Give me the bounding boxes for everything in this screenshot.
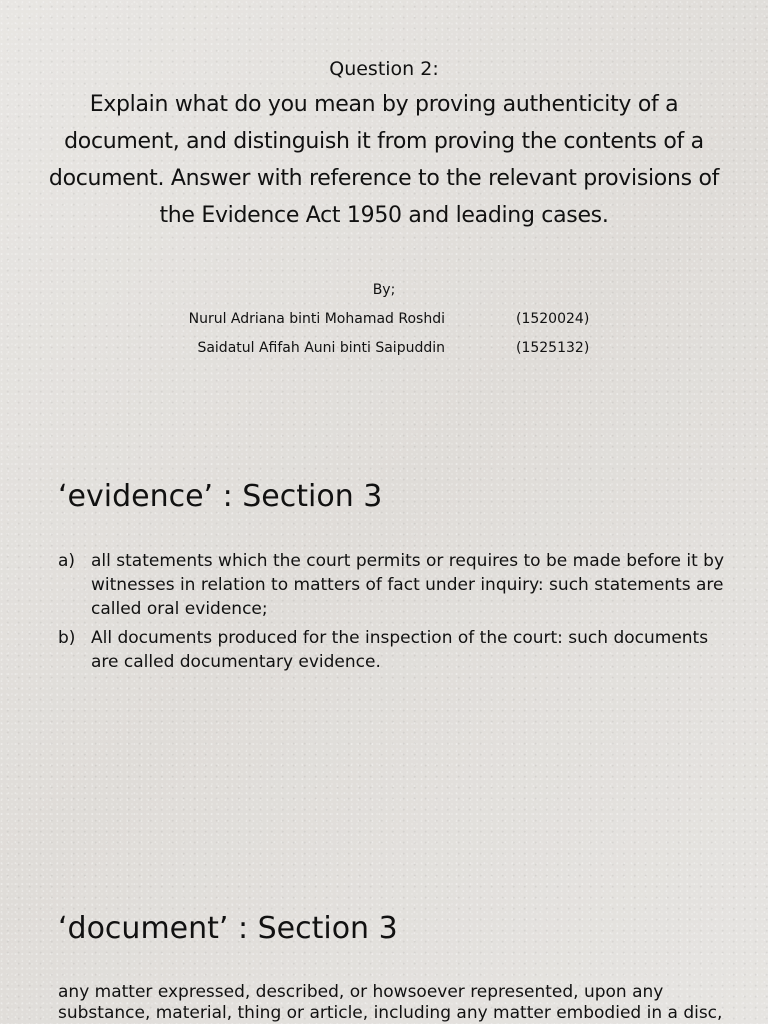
definition-list (58, 549, 738, 679)
list-item (58, 626, 738, 674)
author-name: Saidatul Afifah Auni binti Saipuddin (197, 340, 445, 356)
author-id: (1525132) (516, 340, 590, 356)
definition-text: any matter expressed, described, or howsoever represented, upon any substance, material, thing or article, including any matter embodied in a disc, (58, 982, 723, 1023)
slide-document-definition (0, 890, 768, 1024)
list-item (58, 549, 738, 621)
question-label: Question 2: (329, 58, 439, 80)
slide-question (0, 0, 768, 440)
list-item-text: all statements which the court permits or requires to be made before it by witnesses in relation to matters of fact under inquiry: such statements are called oral evidence; (91, 551, 725, 619)
slide-heading: ‘document’ : Section 3 (58, 911, 398, 946)
list-marker: a) (58, 551, 76, 571)
author-id: (1520024) (516, 311, 590, 327)
slide-evidence-definition (0, 440, 768, 890)
list-marker: b) (58, 628, 76, 648)
slide-heading: ‘evidence’ : Section 3 (58, 479, 383, 514)
by-label: By; (372, 282, 396, 298)
list-item-text: All documents produced for the inspection of the court: such documents are called documentary evidence. (91, 628, 709, 672)
question-text: Explain what do you mean by proving authenticity of a document, and distinguish it from proving the contents of a document. Answer with reference to the relevant provisions of the Evidence Act 1950 and leading cases. (48, 92, 720, 228)
author-name: Nurul Adriana binti Mohamad Roshdi (188, 311, 445, 327)
